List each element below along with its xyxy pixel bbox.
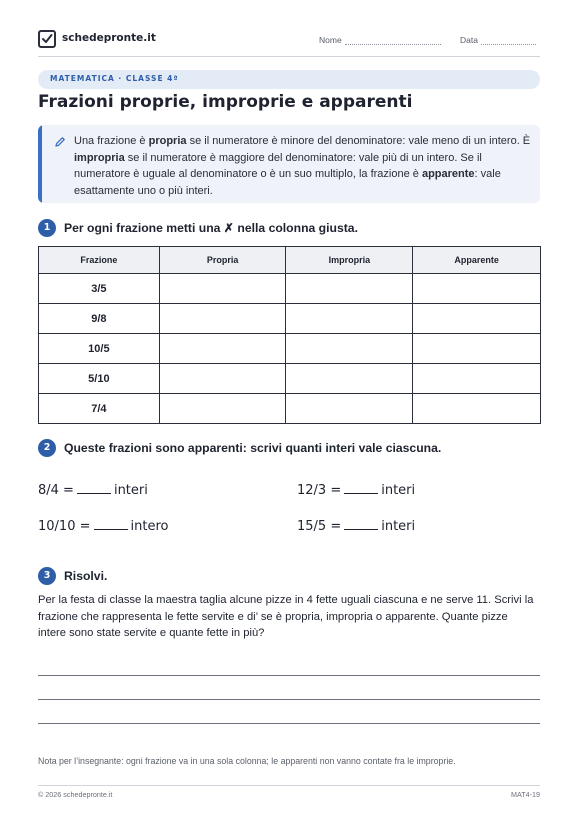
header-divider xyxy=(38,56,540,57)
pencil-icon xyxy=(54,136,66,148)
unit-label: interi xyxy=(381,519,416,534)
problem-text: Per la festa di classe la maestra taglia alcune pizze in 4 fette uguali ciascuna e ne serve 11. Scrivi la frazione che rappresenta le fette servite e di’ se è propria, impropria o apparente. Quante pizze intere sono state servite e quante fette in più? xyxy=(38,594,534,640)
answer-blank[interactable] xyxy=(94,519,128,530)
answer-line[interactable] xyxy=(38,675,540,676)
answer-cell-propria[interactable] xyxy=(159,334,286,364)
fraction-table xyxy=(38,246,541,424)
answer-blank[interactable] xyxy=(77,483,111,494)
unit-label: interi xyxy=(113,483,148,498)
subject-pill xyxy=(38,70,540,89)
equation-item xyxy=(297,519,415,534)
fraction-expression: 10/10 = xyxy=(38,519,91,534)
info-text: Una frazione è propria se il numeratore è minore del denominatore: vale meno di un intero. È impropria se il numeratore è maggiore del denominatore: vale più di un intero. Se il numeratore è uguale al denominatore o è un suo multiplo, la frazione è apparente: vale esattamente uno o più interi. xyxy=(74,135,531,197)
answer-cell-propria[interactable] xyxy=(159,304,286,334)
equation-item xyxy=(38,519,168,534)
col-header-impropria: Impropria xyxy=(286,247,413,274)
question-text: Risolvi. xyxy=(64,569,108,583)
brand-name: schedepronte.it xyxy=(62,32,156,44)
unit-label: interi xyxy=(381,483,416,498)
subject-label: MATEMATICA · CLASSE 4ª xyxy=(50,74,179,83)
checkbox-logo-icon xyxy=(38,30,56,48)
date-field[interactable] xyxy=(460,35,536,45)
answer-cell-impropria[interactable] xyxy=(286,394,413,424)
fraction-cell: 7/4 xyxy=(39,394,160,424)
info-box xyxy=(38,125,540,203)
fraction-cell: 9/8 xyxy=(39,304,160,334)
table-row xyxy=(39,364,541,394)
answer-cell-impropria[interactable] xyxy=(286,274,413,304)
footer-divider xyxy=(38,785,540,786)
question-text: Per ogni frazione metti una ✗ nella colonna giusta. xyxy=(64,221,358,235)
term-propria: propria xyxy=(148,135,187,147)
answer-cell-impropria[interactable] xyxy=(286,364,413,394)
answer-cell-apparente[interactable] xyxy=(413,334,541,364)
answer-cell-apparente[interactable] xyxy=(413,304,541,334)
term-apparente: apparente xyxy=(421,168,475,180)
footer-copyright: © 2026 schedepronte.it xyxy=(38,790,113,799)
unit-label: intero xyxy=(130,519,169,534)
answer-cell-impropria[interactable] xyxy=(286,334,413,364)
answer-cell-apparente[interactable] xyxy=(413,394,541,424)
fraction-cell: 5/10 xyxy=(39,364,160,394)
equation-item xyxy=(297,483,415,498)
question-number: 2 xyxy=(38,439,56,457)
page-header xyxy=(38,30,540,52)
answer-line[interactable] xyxy=(38,699,540,700)
name-field[interactable] xyxy=(319,35,441,45)
footer-code: MAT4-19 xyxy=(510,790,540,799)
name-label: Nome xyxy=(319,35,342,45)
col-header-frazione: Frazione xyxy=(39,247,160,274)
fraction-cell: 10/5 xyxy=(39,334,160,364)
equation-item xyxy=(38,483,148,498)
answer-blank[interactable] xyxy=(344,483,378,494)
table-row xyxy=(39,304,541,334)
table-header-row xyxy=(39,247,541,274)
table-row xyxy=(39,274,541,304)
fraction-expression: 15/5 = xyxy=(297,519,342,534)
table-row xyxy=(39,334,541,364)
answer-blank[interactable] xyxy=(344,519,378,530)
question-number: 3 xyxy=(38,567,56,585)
answer-cell-propria[interactable] xyxy=(159,274,286,304)
answer-cell-impropria[interactable] xyxy=(286,304,413,334)
date-label: Data xyxy=(460,35,478,45)
term-impropria: impropria xyxy=(74,151,125,164)
fraction-cell: 3/5 xyxy=(39,274,160,304)
info-accent-bar xyxy=(38,125,42,203)
teacher-note: Nota per l’insegnante: ogni frazione va in una sola colonna; le apparenti non vanno contate fra le improprie. xyxy=(38,756,456,766)
answer-cell-propria[interactable] xyxy=(159,394,286,424)
answer-cell-apparente[interactable] xyxy=(413,274,541,304)
fraction-expression: 8/4 = xyxy=(38,483,74,498)
col-header-propria: Propria xyxy=(159,247,286,274)
table-row xyxy=(39,394,541,424)
col-header-apparente: Apparente xyxy=(413,247,541,274)
question-text: Queste frazioni sono apparenti: scrivi quanti interi vale ciascuna. xyxy=(64,441,442,455)
answer-cell-apparente[interactable] xyxy=(413,364,541,394)
question-number: 1 xyxy=(38,219,56,237)
answer-line[interactable] xyxy=(38,723,540,724)
fraction-expression: 12/3 = xyxy=(297,483,342,498)
answer-cell-propria[interactable] xyxy=(159,364,286,394)
page-title: Frazioni proprie, improprie e apparenti xyxy=(38,92,413,112)
